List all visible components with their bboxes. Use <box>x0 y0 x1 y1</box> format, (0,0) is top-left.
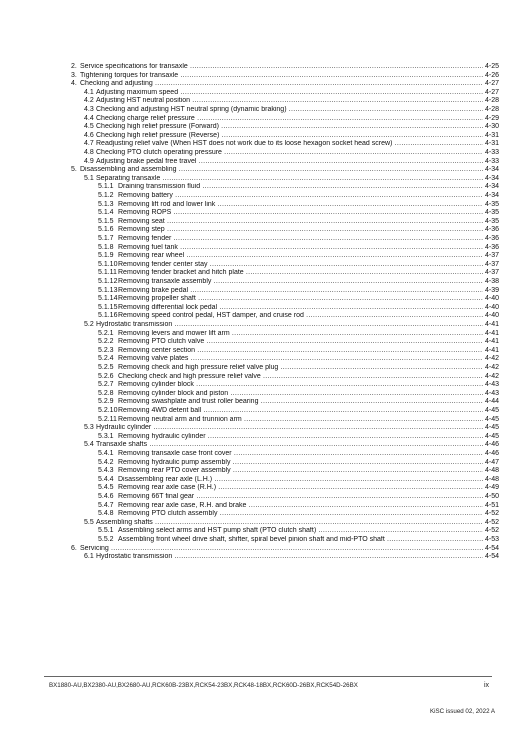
toc-entry[interactable] <box>0 123 522 132</box>
toc-entry-page: 4-29 <box>483 115 522 124</box>
toc-entry-number: 5.2.9 <box>98 398 114 406</box>
toc-entry[interactable] <box>0 398 522 407</box>
toc-entry-number: 5.2.2 <box>98 338 114 346</box>
toc-entry-number: 5.2 <box>84 321 94 328</box>
toc-entry-page: 4-54 <box>483 545 522 554</box>
toc-entry-number: 6.1 <box>84 553 94 561</box>
toc-entry-page: 4-51 <box>483 502 522 511</box>
toc-entry-number: 5.1.6 <box>98 226 114 234</box>
toc-entry-page: 4-27 <box>483 89 522 98</box>
toc-entry[interactable] <box>0 209 522 218</box>
toc-entry-number: 4.6 <box>84 131 94 139</box>
toc-entry-page: 4-26 <box>483 72 522 81</box>
toc-entry-page: 4-28 <box>483 97 522 106</box>
toc-entry-page: 4-48 <box>483 467 522 476</box>
footer-divider <box>44 676 492 677</box>
toc-entry[interactable] <box>0 519 522 528</box>
toc-entry-number: 5.4.5 <box>98 484 114 492</box>
toc-entry-page: 4-33 <box>483 158 522 167</box>
toc-entry-number: 5.1.13 <box>98 286 118 294</box>
toc-entry-number: 5.4.2 <box>98 458 114 466</box>
toc-entry-page: 4-52 <box>483 527 522 536</box>
toc-entry-title: Removing levers and mower lift arm ..... <box>118 330 487 339</box>
toc-entry[interactable] <box>0 355 522 364</box>
toc-entry-page: 4-40 <box>483 295 522 304</box>
toc-entry-page: 4-25 <box>483 63 522 72</box>
toc-entry-number: 5.4.4 <box>98 475 114 483</box>
toc-entry[interactable] <box>0 269 522 278</box>
toc-entry-page: 4-52 <box>483 519 522 528</box>
toc-entry[interactable] <box>0 527 522 536</box>
toc-entry[interactable] <box>0 312 522 321</box>
toc-entry[interactable] <box>0 80 522 89</box>
toc-entry-page: 4-39 <box>483 287 522 296</box>
toc-entry-page: 4-44 <box>483 398 522 407</box>
toc-entry[interactable] <box>0 235 522 244</box>
toc-entry-number: 5.4.6 <box>98 493 114 500</box>
toc-entry-title: Checking PTO clutch operating pressure ..... <box>96 149 487 158</box>
toc-entry-title: Service specifications for transaxle ..... <box>80 63 487 72</box>
toc-entry[interactable] <box>0 373 522 382</box>
toc-entry-number: 4.2 <box>84 97 94 105</box>
toc-entry-page: 4-34 <box>483 166 522 175</box>
toc-entry-page: 4-37 <box>483 252 522 261</box>
toc-entry-title: Removing fender bracket and hitch plate ..... <box>118 269 487 278</box>
toc-entry-number: 5.3 <box>84 424 94 432</box>
toc-entry-title: Removing speed control pedal, HST damper, and cruise rod ..... <box>118 312 487 321</box>
toc-entry-number: 5.2.4 <box>98 355 114 363</box>
toc-entry-title: Removing transaxle case front cover ..... <box>118 450 487 459</box>
toc-entry[interactable] <box>0 226 522 235</box>
toc-entry-number: 3. <box>71 71 77 79</box>
toc-entry-title: Removing brake pedal ..... <box>118 287 487 296</box>
toc-entry-title: Removing swashplate and trust roller bearing ..... <box>118 398 487 407</box>
toc-entry-title: Adjusting maximum speed ..... <box>96 89 487 98</box>
toc-entry-title: Checking and adjusting ..... <box>80 80 487 89</box>
toc-entry[interactable] <box>0 407 522 416</box>
toc-entry[interactable] <box>0 545 522 554</box>
toc-entry-page: 4-42 <box>483 373 522 382</box>
toc-entry-title: Disassembling and assembling ..... <box>80 166 487 175</box>
toc-entry-page: 4-35 <box>483 201 522 210</box>
toc-entry[interactable] <box>0 476 522 485</box>
toc-entry[interactable] <box>0 140 522 149</box>
toc-entry-title: Hydrostatic transmission ..... <box>96 553 487 562</box>
toc-entry-number: 5.4.1 <box>98 450 114 457</box>
toc-entry-title: Removing transaxle assembly ..... <box>118 278 487 287</box>
toc-entry-page: 4-43 <box>483 381 522 390</box>
toc-entry-title: Removing PTO clutch assembly ..... <box>118 510 487 519</box>
toc-entry-page: 4-45 <box>483 407 522 416</box>
footer-issued-label: KiSC issued 02, 2022 A <box>430 708 496 715</box>
toc-entry-title: Assembling shafts ..... <box>96 519 487 528</box>
toc-entry-number: 5.4.8 <box>98 510 114 518</box>
toc-entry-title: Removing lift rod and lower link ..... <box>118 201 487 210</box>
toc-entry[interactable] <box>0 424 522 433</box>
toc-entry-number: 5.3.1 <box>98 432 114 440</box>
toc-entry-title: Removing 66T final gear ..... <box>118 493 487 502</box>
toc-entry-number: 5.2.7 <box>98 381 114 389</box>
toc-entry-title: Checking charge relief pressure ..... <box>96 115 487 124</box>
toc-entry[interactable] <box>0 158 522 167</box>
toc-entry-page: 4-46 <box>483 450 522 459</box>
toc-entry-title: Hydrostatic transmission ..... <box>96 321 487 330</box>
toc-entry-page: 4-35 <box>483 218 522 227</box>
toc-entry[interactable] <box>0 244 522 253</box>
toc-entry[interactable] <box>0 416 522 425</box>
toc-entry-number: 5.1.10 <box>98 260 118 268</box>
toc-entry-number: 5.1.8 <box>98 243 114 251</box>
toc-entry-page: 4-34 <box>483 183 522 192</box>
toc-entry-page: 4-36 <box>483 226 522 235</box>
toc-entry-title: Removing rear axle case (R.H.) ..... <box>118 484 487 493</box>
toc-entry-title: Removing valve plates ..... <box>118 355 487 364</box>
toc-entry-title: Removing battery ..... <box>118 192 487 201</box>
toc-entry-number: 5.5.1 <box>98 527 114 535</box>
toc-entry-title: Removing center section ..... <box>118 347 487 356</box>
toc-entry[interactable] <box>0 338 522 347</box>
toc-entry-number: 4.8 <box>84 149 94 156</box>
toc-entry-title: Adjusting HST neutral position ..... <box>96 97 487 106</box>
toc-entry-title: Removing propeller shaft ..... <box>118 295 487 304</box>
toc-entry-number: 5.2.5 <box>98 364 114 371</box>
toc-entry-page: 4-31 <box>483 132 522 141</box>
toc-entry-number: 5.2.11 <box>98 415 117 423</box>
toc-entry-page: 4-35 <box>483 209 522 218</box>
toc-entry-title: Hydraulic cylinder ..... <box>96 424 487 433</box>
toc-entry-page: 4-41 <box>483 338 522 347</box>
toc-entry-number: 5.5 <box>84 518 94 526</box>
toc-entry-title: Transaxle shafts ..... <box>96 441 487 450</box>
toc-entry-number: 5.4 <box>84 441 94 449</box>
toc-entry-title: Removing cylinder block ..... <box>118 381 487 390</box>
toc-entry-number: 5.1.3 <box>98 200 114 208</box>
toc-entry-title: Removing hydraulic pump assembly ..... <box>118 459 487 468</box>
footer-model-list: BX1880-AU,BX2380-AU,BX2680-AU,RCK60B-23BX,RCK54-23BX,RCK48-18BX,RCK60D-26BX,RCK54D-26BX <box>49 682 358 689</box>
toc-entry-title: Removing differential lock pedal ..... <box>118 304 487 313</box>
toc-entry-title: Removing cylinder block and piston ..... <box>118 390 487 399</box>
toc-entry-number: 5.1.9 <box>98 252 114 260</box>
toc-entry-number: 6. <box>71 544 77 552</box>
toc-entry-page: 4-40 <box>483 312 522 321</box>
toc-entry-number: 2. <box>71 63 77 70</box>
toc-entry-page: 4-45 <box>483 416 522 425</box>
toc-entry[interactable] <box>0 321 522 330</box>
toc-entry[interactable] <box>0 132 522 141</box>
toc-entry-title: Removing PTO clutch valve ..... <box>118 338 487 347</box>
toc-entry[interactable] <box>0 287 522 296</box>
toc-entry-page: 4-54 <box>483 553 522 562</box>
toc-entry-title: Removing neutral arm and trunnion arm ..... <box>118 416 487 425</box>
toc-entry-title: Checking high relief pressure (Reverse) ..... <box>96 132 487 141</box>
toc-entry-title: Servicing ..... <box>80 545 487 554</box>
toc-entry-number: 5.4.7 <box>98 501 114 509</box>
toc-entry-page: 4-49 <box>483 484 522 493</box>
toc-entry-number: 4.9 <box>84 157 94 165</box>
toc-entry-title: Separating transaxle ..... <box>96 175 487 184</box>
toc-entry[interactable] <box>0 149 522 158</box>
toc-entry-title: Removing ROPS ..... <box>118 209 487 218</box>
toc-entry-page: 4-28 <box>483 106 522 115</box>
toc-entry-page: 4-52 <box>483 510 522 519</box>
toc-entry-page: 4-45 <box>483 433 522 442</box>
toc-entry-number: 4.3 <box>84 106 94 113</box>
toc-entry-page: 4-30 <box>483 123 522 132</box>
toc-entry[interactable] <box>0 390 522 399</box>
toc-entry-title: Removing step ..... <box>118 226 487 235</box>
toc-entry[interactable] <box>0 201 522 210</box>
toc-entry-title: Tightening torques for transaxle ..... <box>80 72 487 81</box>
toc-entry-number: 5.5.2 <box>98 536 114 543</box>
toc-entry-title: Readjusting relief valve (When HST does not work due to its loose hexagon socket head screw) ..... <box>96 140 487 149</box>
toc-entry-number: 4. <box>71 80 77 88</box>
toc-entry[interactable] <box>0 364 522 373</box>
toc-entry-title: Removing hydraulic cylinder ..... <box>118 433 487 442</box>
toc-entry-number: 5.1.16 <box>98 312 118 320</box>
toc-entry-page: 4-36 <box>483 244 522 253</box>
toc-entry[interactable] <box>0 493 522 502</box>
toc-entry-page: 4-31 <box>483 140 522 149</box>
toc-entry-title: Removing rear axle case, R.H. and brake ..... <box>118 502 487 511</box>
toc-entry[interactable] <box>0 510 522 519</box>
toc-entry-number: 5.2.10 <box>98 407 118 414</box>
toc-entry-number: 5.2.1 <box>98 329 114 337</box>
toc-entry-number: 5.1.2 <box>98 192 114 199</box>
toc-entry-title: Removing fender center stay ..... <box>118 261 487 270</box>
toc-entry[interactable] <box>0 502 522 511</box>
toc-entry-number: 5.1.15 <box>98 303 118 311</box>
toc-entry[interactable] <box>0 553 522 562</box>
toc-entry-title: Removing fuel tank ..... <box>118 244 487 253</box>
toc-entry-number: 5.1.4 <box>98 209 114 217</box>
toc-entry[interactable] <box>0 63 522 72</box>
toc-entry-page: 4-34 <box>483 175 522 184</box>
toc-entry[interactable] <box>0 347 522 356</box>
toc-entry-number: 5.1.1 <box>98 183 114 191</box>
toc-entry-page: 4-46 <box>483 441 522 450</box>
footer-page-number: ix <box>484 682 490 689</box>
toc-entry-title: Checking check and high pressure relief valve ..... <box>118 373 487 382</box>
toc-entry-page: 4-48 <box>483 476 522 485</box>
toc-entry-number: 5.2.3 <box>98 346 114 354</box>
toc-entry-page: 4-37 <box>483 261 522 270</box>
toc-entry-page: 4-42 <box>483 364 522 373</box>
toc-entry-title: Checking high relief pressure (Forward) ..... <box>96 123 487 132</box>
toc-entry-title: Removing fender ..... <box>118 235 487 244</box>
toc-entry[interactable] <box>0 304 522 313</box>
toc-entry-number: 5.1.14 <box>98 295 118 303</box>
toc-entry[interactable] <box>0 330 522 339</box>
toc-entry-page: 4-40 <box>483 304 522 313</box>
toc-entry-page: 4-41 <box>483 330 522 339</box>
toc-entry-number: 5.1.5 <box>98 217 114 225</box>
toc-entry-title: Draining transmission fluid ..... <box>118 183 487 192</box>
toc-entry-title: Removing rear PTO cover assembly ..... <box>118 467 487 476</box>
toc-entry-title: Removing seat ..... <box>118 218 487 227</box>
toc-entry-page: 4-27 <box>483 80 522 89</box>
toc-entry-page: 4-36 <box>483 235 522 244</box>
toc-entry-title: Removing 4WD detent ball ..... <box>118 407 487 416</box>
toc-entry-title: Assembling select arms and HST pump shaft (PTO clutch shaft) ..... <box>118 527 487 536</box>
toc-entry[interactable] <box>0 218 522 227</box>
toc-entry-title: Checking and adjusting HST neutral spring (dynamic braking) ..... <box>96 106 487 115</box>
toc-entry-page: 4-43 <box>483 390 522 399</box>
toc-entry-title: Assembling front wheel drive shaft, shifter, spiral bevel pinion shaft and mid-PTO shaft ..... <box>118 536 487 545</box>
toc-entry[interactable] <box>0 467 522 476</box>
toc-entry[interactable] <box>0 72 522 81</box>
toc-entry-number: 5.1.11 <box>98 269 117 277</box>
toc-entry-number: 4.7 <box>84 140 94 148</box>
toc-entry[interactable] <box>0 433 522 442</box>
toc-entry[interactable] <box>0 459 522 468</box>
toc-entry-number: 5.1.7 <box>98 235 114 242</box>
toc-entry-number: 5.1.12 <box>98 278 118 285</box>
toc-entry-title: Disassembling rear axle (L.H.) ..... <box>118 476 487 485</box>
toc-entry-number: 4.5 <box>84 123 94 131</box>
toc-entry[interactable] <box>0 450 522 459</box>
toc-entry[interactable] <box>0 252 522 261</box>
toc-entry-title: Adjusting brake pedal free travel ..... <box>96 158 487 167</box>
toc-entry[interactable] <box>0 89 522 98</box>
toc-entry[interactable] <box>0 441 522 450</box>
toc-entry[interactable] <box>0 97 522 106</box>
toc-entry-title: Removing check and high pressure relief valve plug ..... <box>118 364 487 373</box>
toc-entry[interactable] <box>0 261 522 270</box>
toc-entry-number: 5.2.6 <box>98 372 114 380</box>
toc-entry[interactable] <box>0 484 522 493</box>
toc-entry[interactable] <box>0 166 522 175</box>
toc-entry-number: 4.4 <box>84 114 94 122</box>
toc-entry-page: 4-45 <box>483 424 522 433</box>
toc-entry-page: 4-53 <box>483 536 522 545</box>
toc-entry[interactable] <box>0 192 522 201</box>
toc-entry[interactable] <box>0 278 522 287</box>
toc-entry-number: 5.1 <box>84 174 94 182</box>
toc-entry-title: Removing rear wheel ..... <box>118 252 487 261</box>
toc-entry[interactable] <box>0 183 522 192</box>
toc-entry[interactable] <box>0 106 522 115</box>
toc-entry[interactable] <box>0 115 522 124</box>
toc-entry-page: 4-41 <box>483 347 522 356</box>
toc-entry[interactable] <box>0 295 522 304</box>
toc-entry-page: 4-50 <box>483 493 522 502</box>
toc-entry-number: 5.2.8 <box>98 389 114 397</box>
toc-entry-page: 4-37 <box>483 269 522 278</box>
toc-entry-page: 4-34 <box>483 192 522 201</box>
toc-entry-number: 5.4.3 <box>98 467 114 475</box>
toc-entry[interactable] <box>0 175 522 184</box>
toc-entry-page: 4-42 <box>483 355 522 364</box>
toc-entry-page: 4-41 <box>483 321 522 330</box>
toc-entry-page: 4-33 <box>483 149 522 158</box>
toc-entry[interactable] <box>0 536 522 545</box>
toc-entry-number: 5. <box>71 166 77 174</box>
toc-entry[interactable] <box>0 381 522 390</box>
toc-entry-number: 4.1 <box>84 88 94 96</box>
toc-entry-page: 4-47 <box>483 459 522 468</box>
toc-entry-page: 4-38 <box>483 278 522 287</box>
